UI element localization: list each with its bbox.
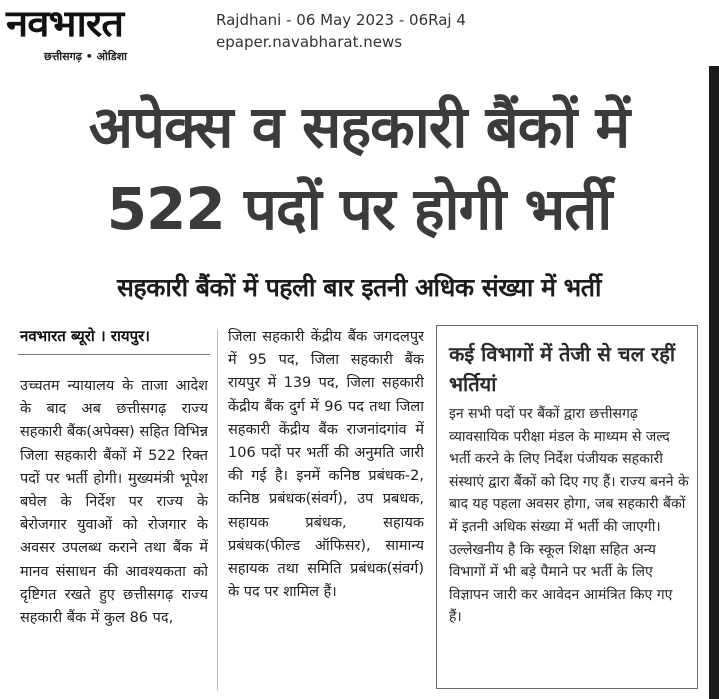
logo-tagline: छत्तीसगढ़ • ओडिशा (44, 50, 127, 63)
sidebar-box (436, 325, 698, 689)
byline-rule (18, 354, 210, 355)
edition-info: Rajdhani - 06 May 2023 - 06Raj 4 (216, 11, 466, 29)
headline-line-2: 522 पदों पर होगी भर्ती (106, 175, 612, 243)
page-edge-bar (709, 66, 719, 699)
article-column-1: उच्चतम न्यायालय के ताजा आदेश के बाद अब छत्तीसगढ़ राज्य सहकारी बैंक(अपेक्स) सहित विभिन्न जिला सहकारी बैंकों में 522 रिक्त पदों पर भर्ती होगी। मुख्यमंत्री भूपेश बघेल के निर्देश पर राज्य के बेरोजगार युवाओं को रोजगार के अवसर उपलब्ध कराने तथा बैंक में मानव संसाधन की आवश्यकता को दृष्टिगत रखते हुए छत्तीसगढ़ राज्य सहकारी बैंक में कुल 86 पद, (20, 378, 208, 627)
headline (14, 86, 704, 250)
masthead (0, 0, 719, 66)
newspaper-logo[interactable] (6, 3, 196, 63)
logo-name: नवभारत (6, 3, 124, 46)
headline-line-1: अपेक्स व सहकारी बैंकों में (88, 93, 630, 161)
subheadline: सहकारी बैंकों में पहली बार इतनी अधिक संख्या में भर्ती (117, 273, 601, 302)
epaper-url[interactable]: epaper.navabharat.news (216, 33, 403, 51)
byline: नवभारत ब्यूरो । रायपुर। (20, 327, 150, 345)
sidebar-title: कई विभागों में तेजी से चल रहीं भर्तियां (449, 342, 676, 396)
article-column-2: जिला सहकारी केंद्रीय बैंक जगदलपुर में 95 पद, जिला सहकारी बैंक रायपुर में 139 पद, जिला सहकारी केंद्रीय बैंक दुर्ग में 96 पद तथा जिला सहकारी केंद्रीय बैंक राजनांदगांव में 106 पदों पर भर्ती की अनुमति जारी की गई है। इनमें कनिष्ठ प्रबंधक-2, कनिष्ठ प्रबंधक(संवर्ग), उप प्रबधक, सहायक प्रबंधक, सहायक प्रबंधक(फील्ड ऑफिसर), सामान्य सहायक तथा समिति प्रबंधक(संवर्ग) के पद पर शामिल हैं। (228, 329, 424, 601)
sidebar-body: इन सभी पदों पर बैंकों द्वारा छत्तीसगढ़ व्यावसायिक परीक्षा मंडल के माध्यम से जल्द भर्ती करने के लिए निर्देश पंजीयक सहकारी संस्थाएं द्वारा बैंकों को दिए गए हैं। राज्य बनने के बाद यह पहला अवसर होगा, जब सहकारी बैंकों में इतनी अधिक संख्या में भर्ती की जाएगी। उल्लेखनीय है कि स्कूल शिक्षा सहित अन्य विभागों में भी बड़े पैमाने पर भर्ती के लिए विज्ञापन जारी कर आवेदन आमंत्रित किए गए हैं। (449, 406, 689, 626)
column-divider (217, 330, 218, 690)
